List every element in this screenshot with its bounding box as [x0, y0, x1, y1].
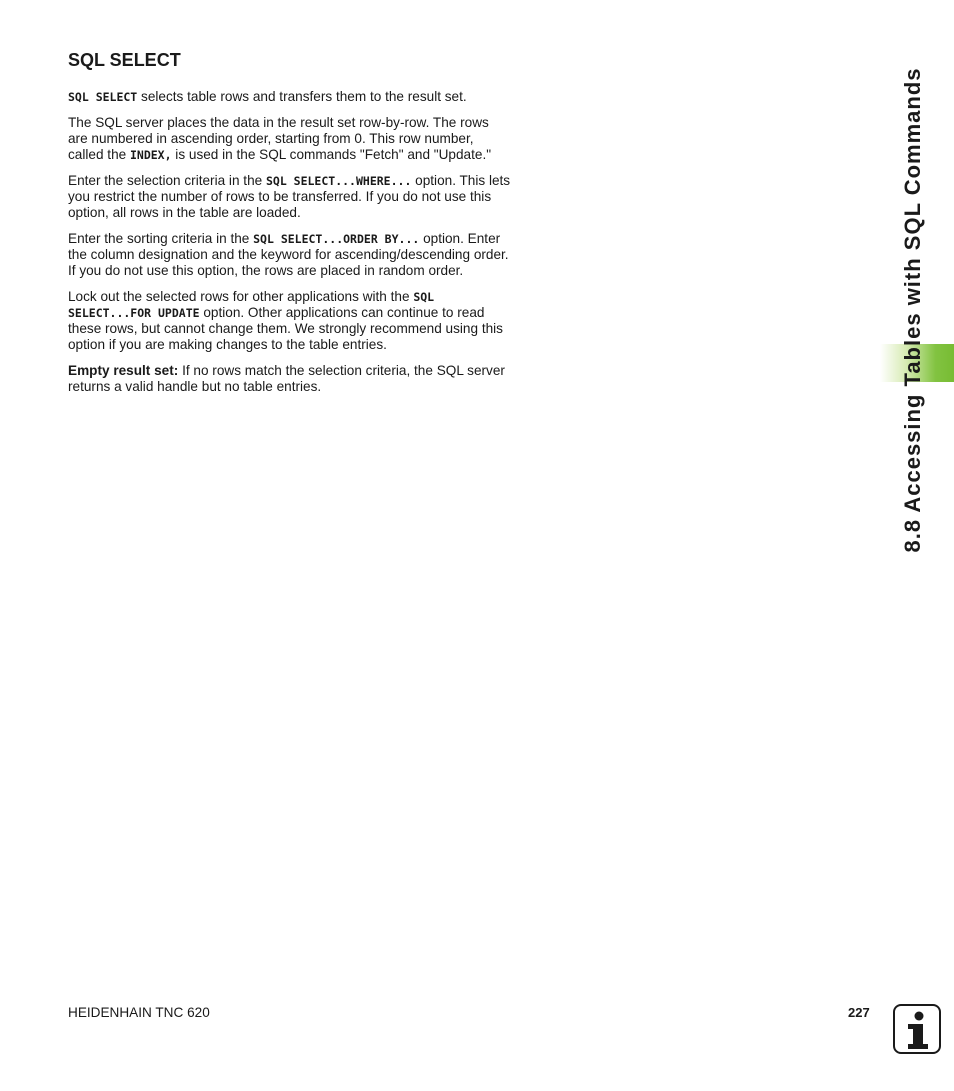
- side-chapter-title-text: 8.8 Accessing Tables with SQL Commands: [900, 67, 925, 553]
- info-icon-glyph: [895, 1006, 939, 1052]
- footer-product: HEIDENHAIN TNC 620: [68, 1005, 210, 1020]
- p6-text: If no rows match the selection criteria, the SQL server returns a valid handle but no table entries.: [68, 363, 505, 394]
- paragraph-row-index: [68, 115, 512, 163]
- code-where: SQL SELECT...WHERE...: [265, 174, 412, 188]
- paragraph-order-by: [68, 231, 512, 279]
- code-index: INDEX,: [129, 148, 172, 162]
- p4-text-b: option. Enter the column designation and the keyword for ascending/descending order. If you do not use this option, the rows are placed in random order.: [68, 231, 509, 278]
- p5-text-a: Lock out the selected rows for other applications with the: [68, 289, 414, 304]
- p2-text-b: is used in the SQL commands "Fetch" and "Update.": [171, 147, 492, 162]
- p4-text-a: Enter the sorting criteria in the: [68, 231, 254, 246]
- p6-bold: Empty result set:: [68, 363, 179, 378]
- paragraph-for-update: [68, 289, 512, 353]
- code-order-by: SQL SELECT...ORDER BY...: [253, 232, 420, 246]
- code-for-update: SQL SELECT...FOR UPDATE: [68, 290, 435, 320]
- p5-text-b: option. Other applications can continue to read these rows, but cannot change them. We strongly recommend using this option if you are making changes to the table entries.: [68, 305, 503, 352]
- info-icon: [893, 1004, 941, 1054]
- side-chapter-title: [878, 50, 948, 570]
- section-heading: SQL SELECT: [68, 50, 181, 70]
- p3-text-b: option. This lets you restrict the number of rows to be transferred. If you do not use this option, all rows in the table are loaded.: [68, 173, 511, 220]
- main-content: [68, 48, 512, 405]
- paragraph-where: [68, 173, 512, 221]
- p1-text: selects table rows and transfers them to the result set.: [137, 89, 467, 104]
- paragraph-sql-select: [68, 89, 512, 105]
- p2-text-a: The SQL server places the data in the result set row-by-row. The rows are numbered in ascending order, starting from 0. This row number, called the: [68, 115, 489, 162]
- paragraph-empty-result: [68, 363, 512, 395]
- code-sql-select: SQL SELECT: [68, 90, 138, 104]
- p3-text-a: Enter the selection criteria in the: [68, 173, 266, 188]
- page-number: 227: [848, 1005, 870, 1020]
